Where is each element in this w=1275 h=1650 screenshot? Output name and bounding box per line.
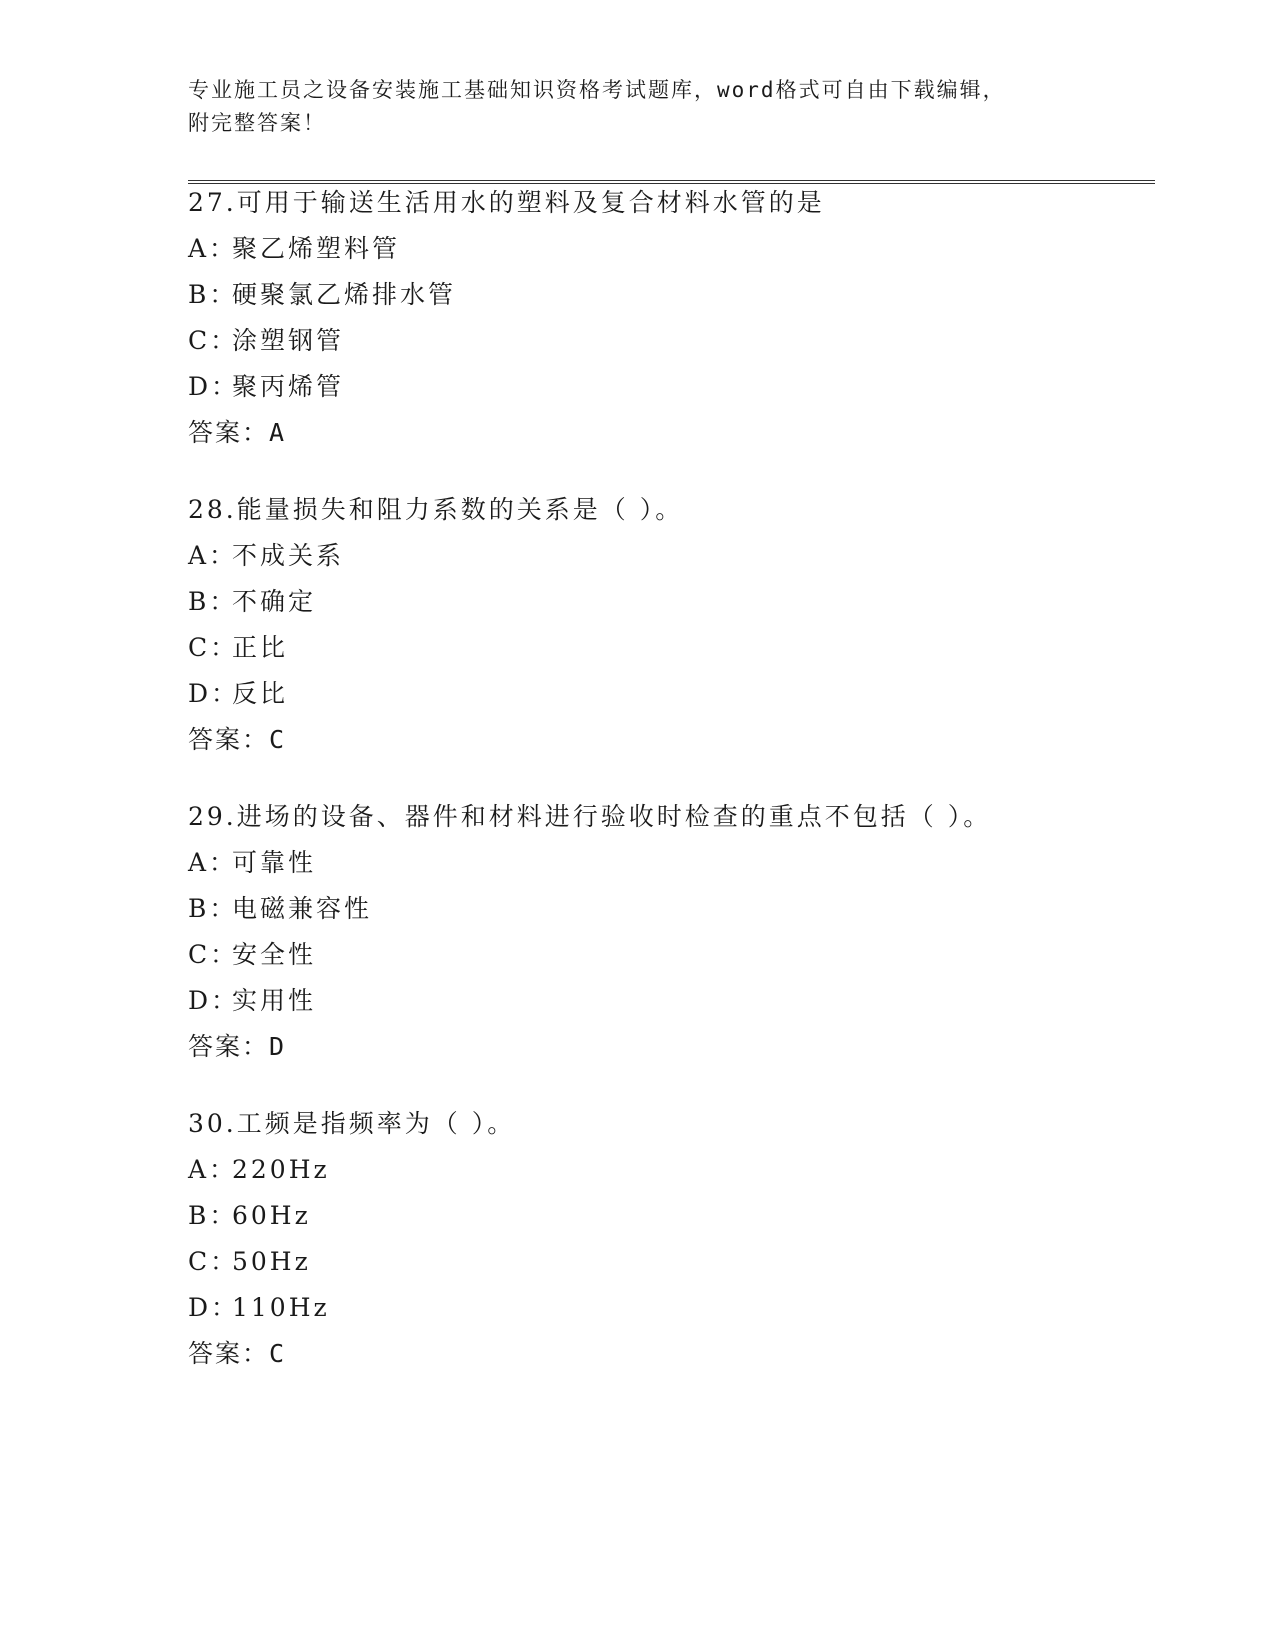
answer-value: D (269, 1032, 287, 1061)
answer-label: 答案： (188, 1339, 270, 1368)
option-letter: B： (188, 1201, 238, 1230)
option-letter: A： (188, 1155, 238, 1184)
question-29 (188, 794, 1148, 1070)
option-text: 220Hz (232, 1155, 330, 1184)
document-header (188, 74, 1068, 140)
answer-label: 答案： (188, 418, 270, 447)
option-c (188, 1239, 1148, 1285)
option-a (188, 226, 1148, 272)
option-text: 硬聚氯乙烯排水管 (232, 280, 457, 309)
option-b (188, 1193, 1148, 1239)
option-a (188, 1147, 1148, 1193)
question-27 (188, 180, 1148, 456)
option-c (188, 625, 1148, 671)
option-letter: C： (188, 326, 239, 355)
answer-value: C (269, 1339, 287, 1368)
answer-line (188, 717, 1148, 763)
option-letter: A： (188, 848, 238, 877)
answer-line (188, 1024, 1148, 1070)
option-letter: C： (188, 633, 239, 662)
option-letter: D： (188, 372, 240, 401)
answer-line (188, 410, 1148, 456)
option-text: 不成关系 (232, 541, 345, 570)
option-d (188, 1285, 1148, 1331)
answer-value: C (269, 725, 287, 754)
header-line-2: 附完整答案！ (188, 111, 326, 135)
option-b (188, 272, 1148, 318)
option-text: 实用性 (232, 986, 317, 1015)
option-b (188, 886, 1148, 932)
option-letter: D： (188, 679, 240, 708)
option-text: 安全性 (232, 940, 317, 969)
option-text: 电磁兼容性 (232, 894, 373, 923)
option-text: 不确定 (232, 587, 317, 616)
option-d (188, 671, 1148, 717)
option-text: 可靠性 (232, 848, 317, 877)
question-title: 29.进场的设备、器件和材料进行验收时检查的重点不包括（ ）。 (188, 802, 992, 831)
question-title: 27.可用于输送生活用水的塑料及复合材料水管的是 (188, 188, 825, 217)
answer-label: 答案： (188, 1032, 270, 1061)
option-c (188, 318, 1148, 364)
option-text: 聚丙烯管 (232, 372, 345, 401)
option-text: 聚乙烯塑料管 (232, 234, 401, 263)
option-letter: B： (188, 280, 238, 309)
question-30 (188, 1101, 1148, 1377)
header-line-1: 专业施工员之设备安装施工基础知识资格考试题库，word格式可自由下载编辑， (188, 78, 1006, 102)
option-a (188, 533, 1148, 579)
question-title: 30.工频是指频率为（ ）。 (188, 1109, 516, 1138)
option-b (188, 579, 1148, 625)
option-text: 110Hz (232, 1293, 330, 1322)
option-letter: D： (188, 1293, 240, 1322)
option-a (188, 840, 1148, 886)
option-text: 50Hz (232, 1247, 311, 1276)
option-letter: C： (188, 1247, 239, 1276)
option-letter: C： (188, 940, 239, 969)
question-28 (188, 487, 1148, 763)
option-letter: B： (188, 894, 238, 923)
option-text: 涂塑钢管 (232, 326, 345, 355)
answer-label: 答案： (188, 725, 270, 754)
answer-value: A (269, 418, 287, 447)
option-c (188, 932, 1148, 978)
option-text: 反比 (232, 679, 289, 708)
option-letter: A： (188, 541, 238, 570)
option-d (188, 364, 1148, 410)
answer-line (188, 1331, 1148, 1377)
option-letter: D： (188, 986, 240, 1015)
option-letter: A： (188, 234, 238, 263)
option-text: 60Hz (232, 1201, 311, 1230)
question-title: 28.能量损失和阻力系数的关系是（ ）。 (188, 495, 684, 524)
option-d (188, 978, 1148, 1024)
option-letter: B： (188, 587, 238, 616)
option-text: 正比 (232, 633, 289, 662)
